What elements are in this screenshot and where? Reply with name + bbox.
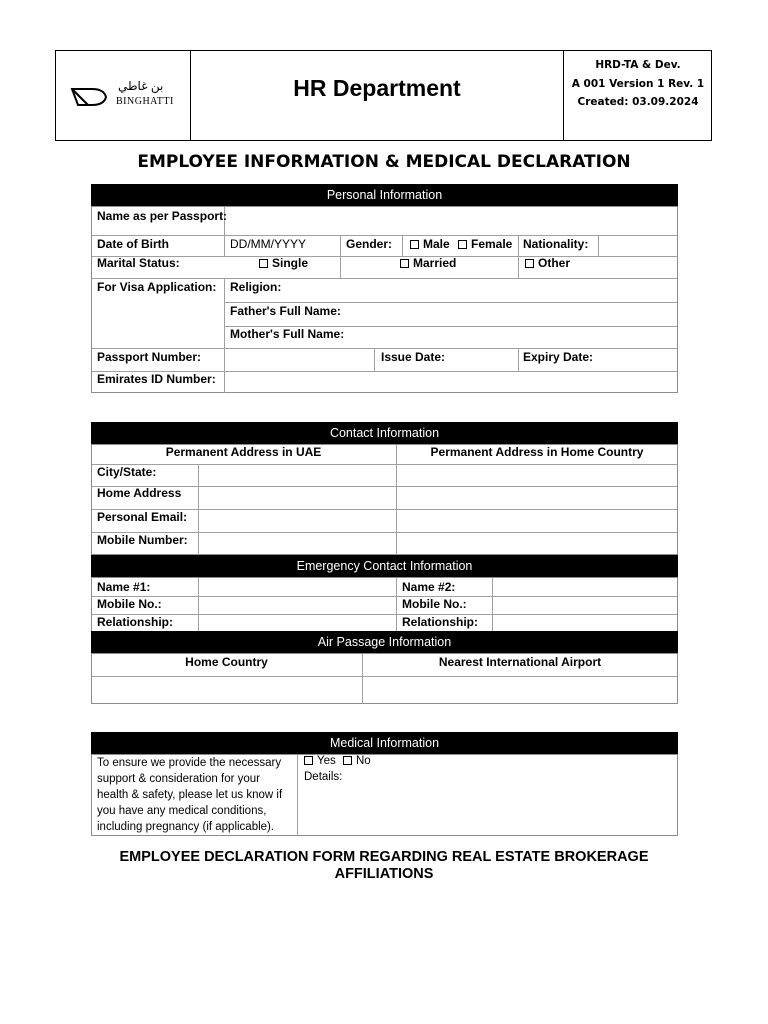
checkbox-icon [458, 240, 467, 249]
company-logo [68, 79, 178, 115]
col-uae-address: Permanent Address in UAE [165, 445, 322, 459]
emergency-table [91, 577, 678, 632]
checkbox-icon [410, 240, 419, 249]
label-mother: Mother's Full Name: [230, 327, 345, 341]
declaration-title: EMPLOYEE DECLARATION FORM REGARDING REAL ESTATE BROKERAGE AFFILIATIONS [119, 849, 649, 882]
air-passage-heading: Air Passage Information [91, 631, 678, 653]
checkbox-other[interactable]: Other [525, 256, 570, 270]
label-dob: Date of Birth [97, 237, 169, 251]
label-nationality: Nationality: [523, 237, 589, 251]
personal-info-table [91, 206, 678, 393]
logo-text: BINGHATTI [116, 96, 174, 107]
col-home-country: Home Country [185, 655, 268, 669]
personal-info-heading: Personal Information [91, 184, 678, 206]
checkbox-icon [525, 259, 534, 268]
medical-note: To ensure we provide the necessary support & consideration for your health & safety, please let us know if you have any medical conditions, including pregnancy (if applicable). [97, 757, 283, 833]
checkbox-single[interactable]: Single [259, 256, 308, 270]
label-mobile1: Mobile No.: [97, 597, 162, 611]
label-emirates-id: Emirates ID Number: [97, 372, 216, 386]
label-home-address: Home Address [97, 486, 182, 500]
doc-created-date: Created: 03.09.2024 [577, 96, 699, 108]
checkbox-no[interactable]: No [343, 755, 371, 767]
label-city: City/State: [97, 465, 157, 479]
label-marital: Marital Status: [97, 256, 180, 270]
checkbox-male[interactable]: Male [410, 237, 450, 251]
label-issue-date: Issue Date: [381, 350, 446, 364]
logo-arabic: بن غاطي [118, 79, 164, 93]
label-details: Details: [304, 771, 343, 783]
checkbox-yes[interactable]: Yes [304, 755, 336, 767]
contact-info-heading: Contact Information [91, 422, 678, 444]
label-name2: Name #2: [402, 580, 456, 594]
label-rel2: Relationship: [402, 615, 479, 629]
col-home-address: Permanent Address in Home Country [430, 445, 644, 459]
label-expiry-date: Expiry Date: [523, 350, 594, 364]
label-name1: Name #1: [97, 580, 151, 594]
form-title: EMPLOYEE INFORMATION & MEDICAL DECLARATION [137, 152, 631, 172]
document-header [55, 50, 712, 141]
checkbox-icon [343, 756, 352, 765]
binghatti-logo-icon [70, 85, 110, 109]
label-father: Father's Full Name: [230, 304, 341, 318]
label-gender: Gender: [346, 237, 393, 251]
label-visa: For Visa Application: [97, 280, 217, 294]
checkbox-icon [259, 259, 268, 268]
dob-format: DD/MM/YYYY [230, 237, 307, 251]
doc-code: HRD-TA & Dev. [595, 59, 681, 71]
checkbox-married[interactable]: Married [400, 256, 456, 270]
medical-heading: Medical Information [91, 732, 678, 754]
emergency-heading: Emergency Contact Information [91, 555, 678, 577]
label-mobile2: Mobile No.: [402, 597, 467, 611]
department-title: HR Department [293, 75, 461, 101]
label-religion: Religion: [230, 280, 282, 294]
checkbox-female[interactable]: Female [458, 237, 512, 251]
col-nearest-airport: Nearest International Airport [438, 655, 602, 669]
label-passport-number: Passport Number: [97, 350, 202, 364]
checkbox-icon [400, 259, 409, 268]
label-personal-email: Personal Email: [97, 510, 188, 524]
label-mobile-number: Mobile Number: [97, 533, 188, 547]
checkbox-icon [304, 756, 313, 765]
label-rel1: Relationship: [97, 615, 174, 629]
label-name-passport: Name as per Passport: [97, 209, 228, 223]
doc-version: A 001 Version 1 Rev. 1 [571, 77, 705, 90]
